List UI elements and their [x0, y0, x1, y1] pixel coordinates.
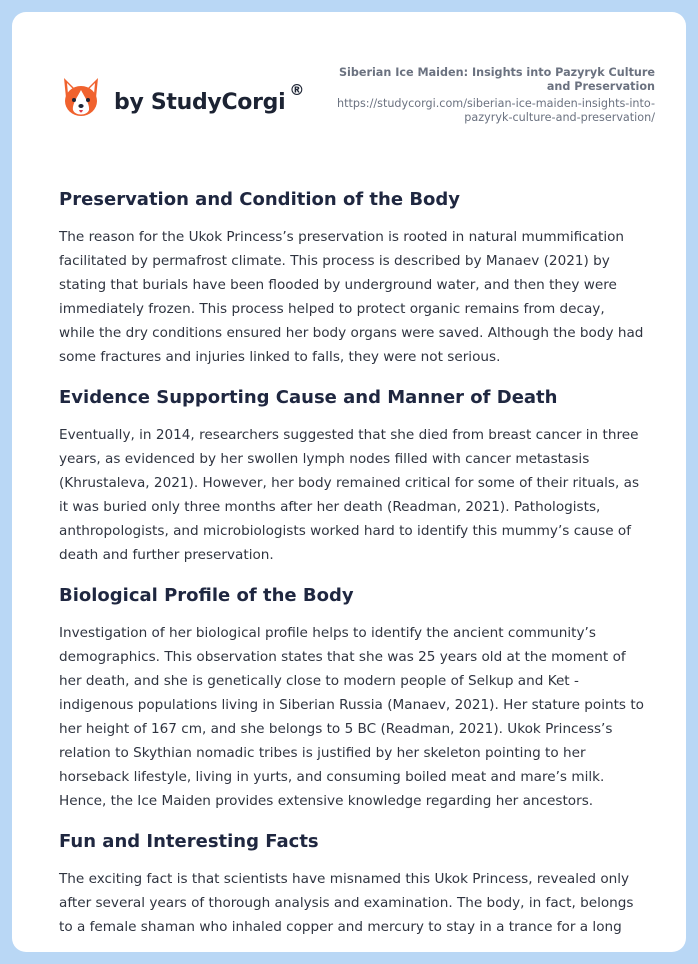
document-url-line: pazyryk-culture-and-preservation/	[464, 110, 655, 124]
document-url-line: https://studycorgi.com/siberian-ice-maiden-insights-into-	[337, 97, 655, 110]
paragraph-line: after several years of thorough analysis and examination. The body, in fact, belongs	[59, 895, 634, 911]
section-paragraph	[59, 225, 659, 369]
section-heading: Biological Profile of the Body	[59, 585, 354, 606]
registered-mark: ®	[289, 81, 305, 99]
paragraph-line: stating that burials have been flooded by underground water, and then they were	[59, 277, 617, 293]
paragraph-line: some fractures and injuries linked to falls, they were not serious.	[59, 349, 501, 365]
paragraph-line: demographics. This observation states that she was 25 years old at the moment of	[59, 649, 626, 665]
paragraph-line: indigenous populations living in Siberian Russia (Manaev, 2021). Her stature points to	[59, 697, 644, 713]
section-paragraph	[59, 621, 659, 813]
brand-logo[interactable]	[60, 76, 304, 120]
section-heading: Preservation and Condition of the Body	[59, 189, 461, 210]
paragraph-line: relation to Skythian nomadic tribes is justified by her skeleton pointing to her	[59, 745, 586, 761]
paragraph-line: Investigation of her biological profile helps to identify the ancient community’s	[59, 625, 596, 641]
paragraph-line: immediately frozen. This process helped to protect organic remains from decay,	[59, 301, 605, 317]
paragraph-line: (Khrustaleva, 2021). However, her body remained critical for some of their rituals, as	[59, 475, 640, 491]
paragraph-line: anthropologists, and microbiologists worked hard to identify this mummy’s cause of	[59, 523, 631, 539]
paragraph-line: The exciting fact is that scientists have misnamed this Ukok Princess, revealed only	[59, 871, 630, 887]
page-header	[12, 12, 686, 162]
section-heading: Fun and Interesting Facts	[59, 831, 319, 852]
paragraph-line: it was buried only three months after her death (Readman, 2021). Pathologists,	[59, 499, 601, 515]
document-url[interactable]	[315, 97, 655, 124]
section-heading: Evidence Supporting Cause and Manner of Death	[59, 387, 558, 408]
paragraph-line: to a female shaman who inhaled copper and mercury to stay in a trance for a long	[59, 919, 622, 935]
section-paragraph	[59, 423, 659, 567]
document-meta	[315, 66, 655, 124]
paragraph-line: years, as evidenced by her swollen lymph nodes filled with cancer metastasis	[59, 451, 590, 467]
document-page	[12, 12, 686, 952]
paragraph-line: The reason for the Ukok Princess’s preservation is rooted in natural mummification	[59, 229, 625, 245]
paragraph-line: death and further preservation.	[59, 547, 274, 563]
paragraph-line: horseback lifestyle, living in yurts, and consuming boiled meat and mare’s milk.	[59, 769, 605, 785]
paragraph-line: her death, and she is genetically close to modern people of Selkup and Ket -	[59, 673, 579, 689]
brand-name: by StudyCorgi	[114, 89, 286, 115]
paragraph-line: while the dry conditions ensured her body organs were saved. Although the body had	[59, 325, 644, 341]
document-title: Siberian Ice Maiden: Insights into Pazyryk Culture and Preservation	[338, 66, 655, 93]
paragraph-line: facilitated by permafrost climate. This process is described by Manaev (2021) by	[59, 253, 610, 269]
paragraph-line: her height of 167 cm, and she belongs to 5 BC (Readman, 2021). Ukok Princess’s	[59, 721, 613, 737]
corgi-logo-icon	[60, 76, 102, 120]
section-paragraph	[59, 867, 659, 939]
paragraph-line: Hence, the Ice Maiden provides extensive knowledge regarding her ancestors.	[59, 793, 594, 809]
paragraph-line: Eventually, in 2014, researchers suggested that she died from breast cancer in three	[59, 427, 639, 443]
